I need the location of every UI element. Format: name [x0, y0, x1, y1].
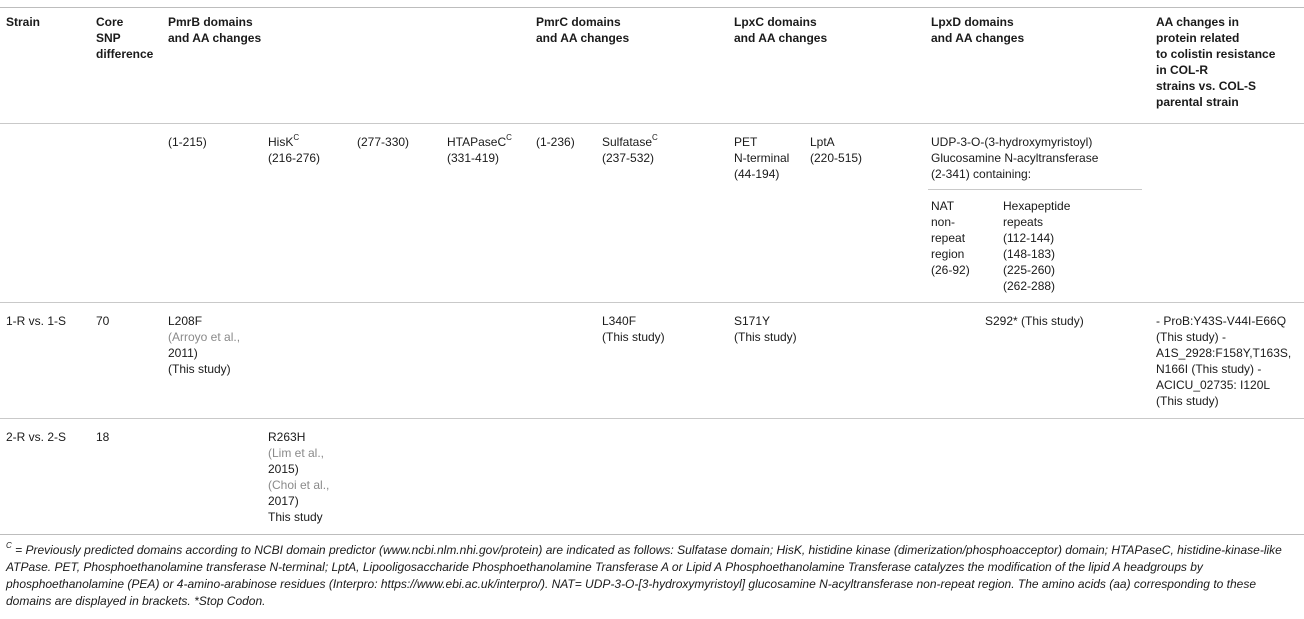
header-aa-changes: AA changes in protein related to colistin resistance in COL-R strains vs. COL-S parental strain — [1156, 15, 1276, 109]
header-pmrb: PmrB domains and AA changes — [168, 15, 262, 45]
header-core-snp: Core SNP difference — [96, 15, 154, 61]
row1-bottom-rule — [0, 418, 1304, 419]
lpxd-domain-hexapeptide: Hexapeptide repeats (112-144) (148-183) (225-260) (262-288) — [1003, 199, 1071, 293]
citation-link[interactable]: (Choi et al., — [268, 478, 330, 492]
header-lpxd: LpxD domains and AA changes — [931, 15, 1025, 45]
lpxd-domain-main: UDP-3-O-(3-hydroxymyristoyl) Glucosamine N-acyltransferase (2-341) containing: — [931, 135, 1099, 181]
lpxd-subheader-rule — [928, 189, 1142, 190]
pmrc-domain-1: (1-236) — [536, 135, 575, 149]
lpxd-domain-nat: NAT non- repeat region (26-92) — [931, 199, 970, 277]
header-pmrc: PmrC domains and AA changes — [536, 15, 630, 45]
row1-pmrc: L340F (This study) — [602, 314, 665, 344]
row2-pmrb: R263H (Lim et al., 2015) (Choi et al., 2017) This study — [268, 430, 330, 524]
row2-snp: 18 — [96, 430, 110, 444]
header-strain: Strain — [6, 15, 41, 29]
row1-lpxc: S171Y (This study) — [734, 314, 797, 344]
row2-bottom-rule — [0, 534, 1304, 535]
table-top-rule — [0, 7, 1304, 8]
row1-strain: 1-R vs. 1-S — [6, 314, 67, 328]
subheader-bottom-rule — [0, 302, 1304, 303]
lpxc-domain-pet: PET N-terminal (44-194) — [734, 135, 790, 181]
header-lpxc: LpxC domains and AA changes — [734, 15, 828, 45]
table-footnote: $^C$ = Previously predicted domains according to NCBI domain predictor (www.ncbi.nlm.nhi.gov/protein) are indicated as follows: Sulfatase domain; HisK, histidine kinase (dimerization/phosphoacceptor) domain; HTAPaseC, histidine-kinase-like ATPase. PET, Phosphoethanolamine transferase N-terminal; LptA, Lipooligosaccharide Phosphoethanolamine Transferase A or Lipid A Phosphoethanolamine Transferase catalyzes the modification of the lipid A headgroups by phosphoethanolamine (PEA) or 4-amino-arabinose residues (Interpro: https://www.ebi.ac.uk/interpro/). NAT= UDP-3-O-[3-hydroxymyristoyl] glucosamine N-acyltransferase non-repeat region. The amino acids (aa) corresponding to these domains are displayed in brackets. *Stop Codon. — [6, 541, 1282, 608]
pmrc-domain-sulfatase: Sulfatase$^C$ (237-532) — [602, 133, 658, 165]
row1-pmrb: L208F (Arroyo et al., 2011) (This study) — [168, 314, 241, 376]
row1-aa-changes: - ProB:Y43S-V44I-E66Q (This study) - A1S_2928:F158Y,T163S, N166I (This study) - ACICU_02735: I120L (This study) — [1156, 314, 1292, 408]
lpxc-domain-lpta: LptA (220-515) — [810, 135, 863, 165]
pmrb-domain-htapasec: HTAPaseC$^C$ (331-419) — [447, 133, 512, 165]
row1-lpxd: S292* (This study) — [985, 314, 1084, 328]
header-bottom-rule — [0, 123, 1304, 124]
pmrb-domain-hisk: HisK$^C$ (216-276) — [268, 133, 321, 165]
pmrb-domain-3: (277-330) — [357, 135, 410, 149]
citation-link[interactable]: (Lim et al., — [268, 446, 325, 460]
row2-strain: 2-R vs. 2-S — [6, 430, 67, 444]
citation-link[interactable]: (Arroyo et al., — [168, 330, 241, 344]
pmrb-domain-1: (1-215) — [168, 135, 207, 149]
row1-snp: 70 — [96, 314, 110, 328]
